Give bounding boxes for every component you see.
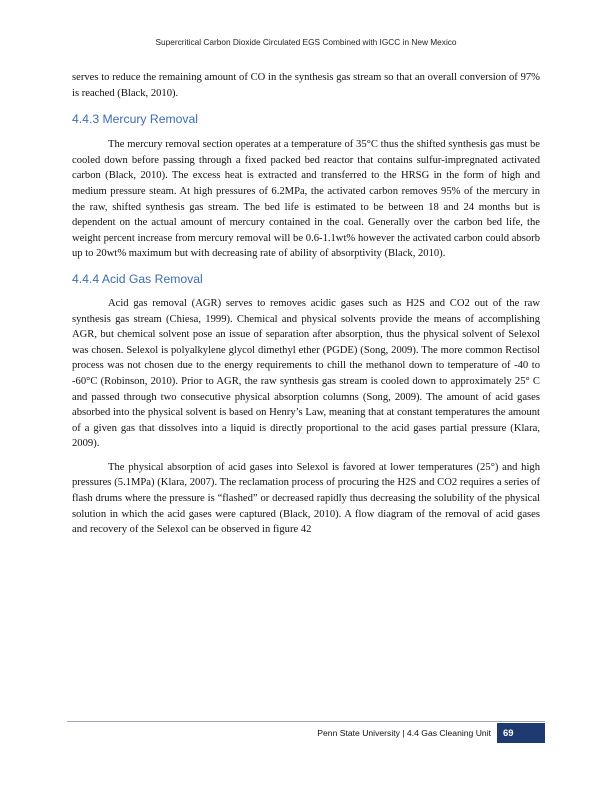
intro-paragraph: serves to reduce the remaining amount of CO in the synthesis gas stream so that an overall conversion of 97% is reached (Black, 2010). — [72, 72, 540, 99]
paragraph-mercury-removal: The mercury removal section operates at a temperature of 35°C thus the shifted synthesis gas must be cooled down before passing through a fixed packed bed reactor that contains sulfur-impregnated activated carbon (Black, 2010). The excess heat is extracted and transferred to the HRSG in the form of high and medium pressure steam. At high pressures of 6.2MPa, the activated carbon removes 95% of the mercury in the raw, shifted synthesis gas stream. The bed life is estimated to be between 18 and 24 months but is dependent on the actual amount of mercury contained in the coal. Generally over the carbon bed life, the weight percent increase from mercury removal will be 0.6-1.1wt% however the activated carbon could absorb up to 20wt% maximum but with decreasing rate of ability of absorptivity (Black, 2010). — [72, 139, 540, 260]
paragraph-acid-gas-removal-1: Acid gas removal (AGR) serves to removes acidic gases such as H2S and CO2 out of the raw synthesis gas stream (Chiesa, 1999). Chemical and physical solvents provide the means of accomplishing AGR, but chemical solvent pose an issue of separation after absorption, thus the physical solvent of Selexol was chosen. Selexol is polyalkylene glycol dimethyl ether (PGDE) (Song, 2009). The more common Rectisol process was not chosen due to the energy requirements to chill the methanol down to temperature of -40 to -60°C (Robinson, 2010). Prior to AGR, the raw synthesis gas stream is cooled down to approximately 25° C and passed through two consecutive physical absorption columns (Song, 2009). The amount of acid gases absorbed into the physical solvent is based on Henry’s Law, meaning that at constant temperatures the amount of a given gas that dissolves into a liquid is directly proportional to the acid gases partial pressure (Klara, 2009). — [72, 297, 540, 450]
page-number-badge: 69 — [497, 723, 545, 743]
section-heading-mercury-removal: 4.4.3 Mercury Removal — [72, 112, 198, 127]
paragraph-acid-gas-removal-2: The physical absorption of acid gases into Selexol is favored at lower temperatures (25°) and high pressures (5.1MPa) (Klara, 2007). The reclamation process of procuring the H2S and CO2 requires a series of flash drums where the pressure is “flashed” or decreased rapidly thus decreasing the solubility of the physical solution in which the acid gases were captured (Black, 2010). A flow diagram of the removal of acid gases and recovery of the Selexol can be observed in figure 42 — [72, 461, 540, 536]
footer-divider — [67, 721, 545, 722]
running-header: Supercritical Carbon Dioxide Circulated EGS Combined with IGCC in New Mexico — [155, 37, 457, 47]
page-body — [72, 70, 540, 538]
section-heading-acid-gas-removal: 4.4.4 Acid Gas Removal — [72, 271, 203, 286]
page-footer — [317, 723, 545, 743]
footer-text: Penn State University | 4.4 Gas Cleaning Unit — [317, 728, 491, 738]
